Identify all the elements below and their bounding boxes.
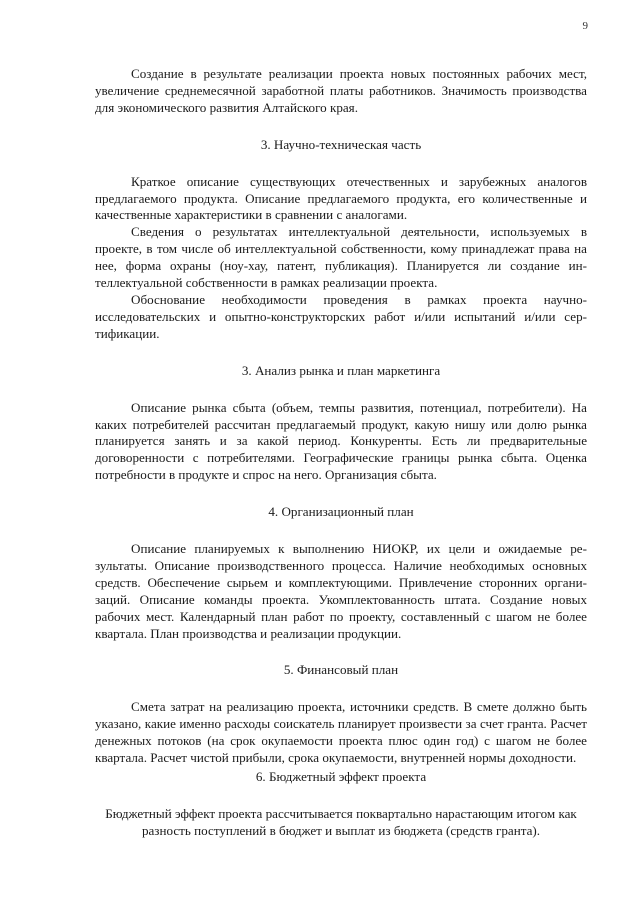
- paragraph-organizational-plan: Описание планируемых к выполнению НИОКР, их цели и ожидаемые результаты. Описание производственного процесса. Наличие необходимых основных средств. Обеспечение сырьем и комплектующими. Привлечение сторонних организаций. Описание команды проекта. Укомплектованность штата. Создание новых рабочих мест. Календарный план работ по проекту, составленный с шагом не более квартала. План производства и реализации продукции.: [95, 541, 587, 641]
- paragraph-rnd-justification: Обоснование необходимости проведения в рамках проекта научно-исследовательских и опытно-конструкторских работ и/или испытаний и/или сертификации.: [95, 291, 587, 341]
- paragraph-financial-plan: Смета затрат на реализацию проекта, источники средств. В смете должно быть указано, какие именно расходы соискатель планирует произвести за счет гранта. Расчет денежных потоков (на срок окупаемости проекта плюс один год) с шагом не более квартала. Расчет чистой прибыли, срока окупаемости, внутренней нормы доходности.: [95, 699, 587, 766]
- page-number: 9: [582, 20, 588, 32]
- section-title-market-analysis: 3. Анализ рынка и план маркетинга: [241, 362, 441, 378]
- paragraph-budget-effect: Бюджетный эффект проекта рассчитывается поквартально нарастающим итогом как разность поступлений в бюджет и выплат из бюджета (средств гранта).: [105, 805, 577, 838]
- document-body: [95, 66, 587, 840]
- section-title-financial-plan: 5. Финансовый план: [283, 662, 399, 678]
- section-title-budget-effect: 6. Бюджетный эффект проекта: [255, 769, 427, 784]
- section-title-organizational-plan: 4. Организационный план: [268, 504, 414, 520]
- intro-paragraph: Создание в результате реализации проекта новых постоянных рабочих мест, увеличение среднемесячной заработной платы работников. Значимость производства для экономического развития Алтайского края.: [95, 66, 587, 115]
- paragraph-intellectual-property: Сведения о результатах интеллектуальной деятельности, используемых в проекте, в том числе об интеллектуальной собственности, кому принадлежат права на нее, форма охраны (ноу-хау, патент, публикация). Планируется ли создание интеллектуальной собственности в рамках реализации проекта.: [95, 224, 587, 291]
- paragraph-analogs: Краткое описание существующих отечественных и зарубежных аналогов предлагаемого продукта. Описание предлагаемого продукта, его количественные и качественные характеристики в сравнении с аналогами.: [95, 173, 587, 223]
- paragraph-market-description: Описание рынка сбыта (объем, темпы развития, потенциал, потребители). На каких потребителей рассчитан предлагаемый продукт, какую нишу или долю рынка планируется занять и за какой период. Конкуренты. Есть ли предварительные договоренности с потребителями. Географические границы рынка сбыта. Оценка потребности в продукте и спрос на него. Организация сбыта.: [95, 399, 587, 483]
- section-title-scientific-technical: 3. Научно-техническая часть: [260, 136, 422, 152]
